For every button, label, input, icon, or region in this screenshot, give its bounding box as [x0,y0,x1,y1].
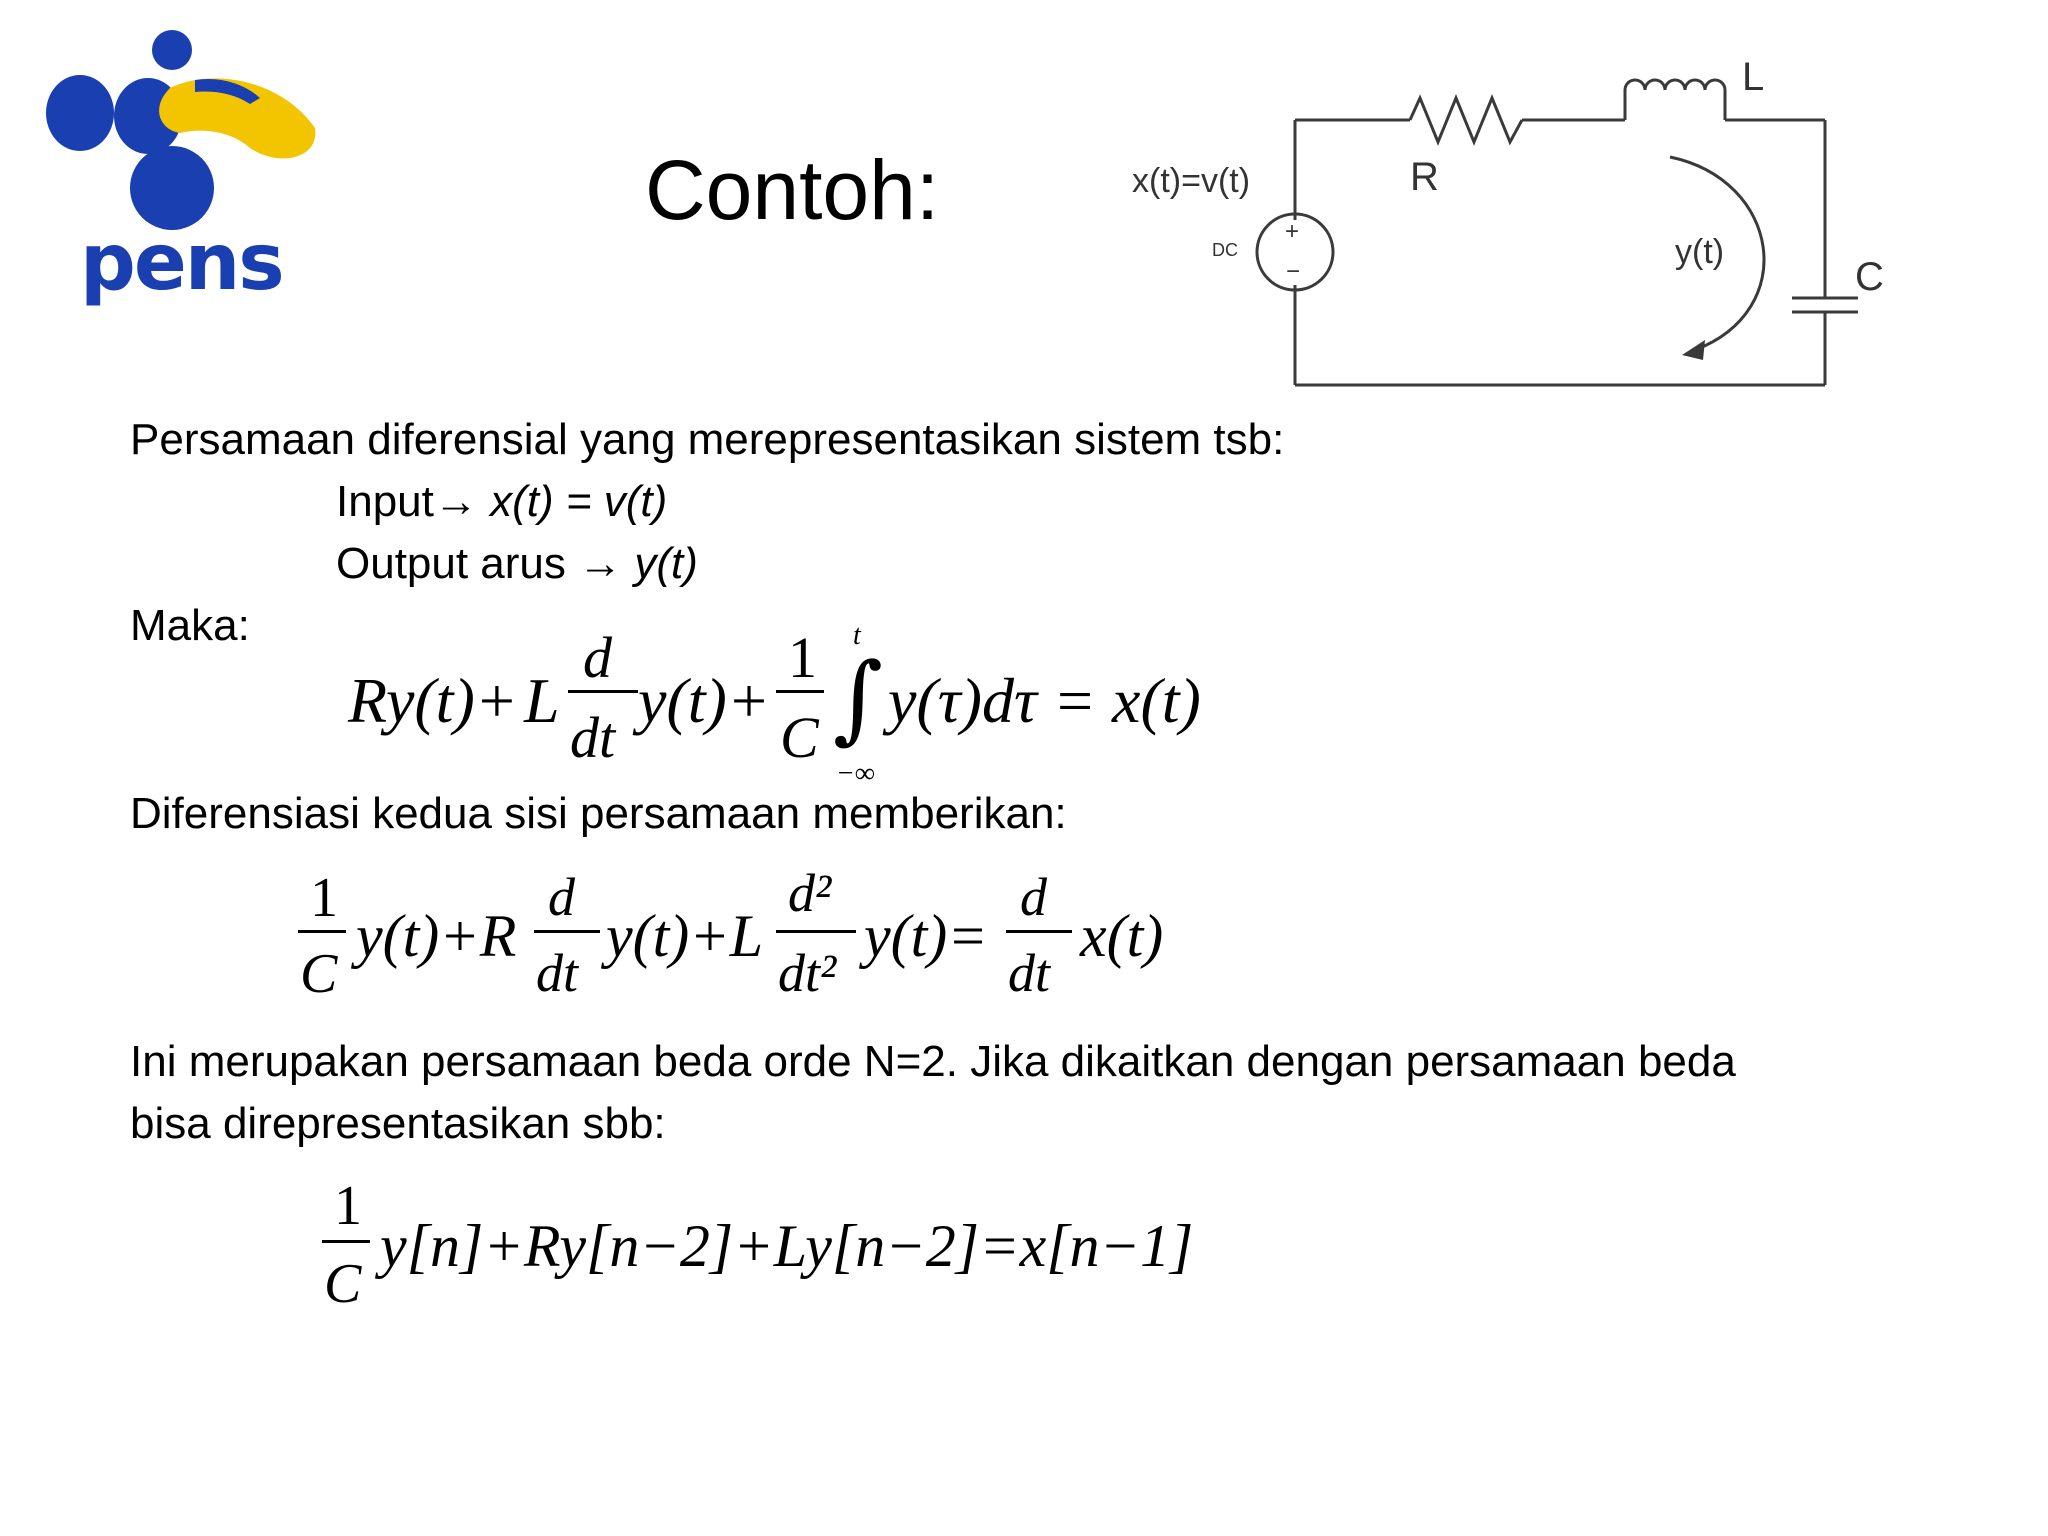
arrow-icon: → [433,477,478,526]
eq1-d-numerator: d [583,625,612,690]
source-minus-sign: − [1286,258,1301,285]
eq1-L: L [524,665,560,736]
output-line [336,539,698,588]
equation-1 [348,620,1208,790]
eq1-integral-upper: t [853,620,861,651]
orde-line-2: bisa direpresentasikan sbb: [130,1099,666,1148]
eq2-d1-numerator: d [548,867,575,927]
eq2-term2: y(t)+L [606,903,764,969]
eq2-term1: y(t)+R [356,903,517,969]
eq2-C: C [300,943,338,1005]
pens-logo [20,18,320,318]
input-line [336,477,668,526]
output-prefix: Output arus [336,539,566,588]
current-label: y(t) [1675,233,1725,271]
resistor-label: R [1410,155,1439,199]
eq3-one: 1 [334,1175,362,1237]
eq2-fraction-bar-1 [298,930,346,933]
input-equation: x(t) = v(t) [490,477,668,526]
eq1-fraction-bar-2 [776,690,824,693]
intro-line: Persamaan diferensial yang merepresentasikan sistem tsb: [130,415,1285,464]
eq2-d2-numerator: d² [788,863,832,923]
eq1-term1: Ry(t)+ [348,665,518,736]
eq2-d3-numerator: d [1020,867,1047,927]
eq1-term2: y(t)+ [638,665,770,736]
input-prefix: Input [336,477,434,526]
eq2-one: 1 [310,867,338,929]
eq2-fraction-bar-3 [776,930,856,933]
capacitor-label: C [1855,255,1884,299]
eq1-one: 1 [788,625,817,690]
rlc-circuit-diagram [1120,50,1920,400]
eq2-fraction-bar-2 [534,930,600,933]
current-arrow-head [1682,340,1705,360]
eq1-integral-lower: −∞ [836,758,875,789]
eq3-term1: y[n]+Ry[n−2]+Ly[n−2]=x[n−1] [380,1213,1194,1279]
output-equation: y(t) [634,539,698,588]
source-label: x(t)=v(t) [1132,162,1251,200]
eq1-integral-sign: ∫ [833,642,884,754]
eq3-fraction-bar [322,1240,370,1243]
eq2-d2-denominator: dt² [778,943,837,1003]
diferensiasi-line: Diferensiasi kedua sisi persamaan memberikan: [130,789,1067,838]
eq2-d3-denominator: dt [1008,943,1051,1003]
inductor-label: L [1742,55,1765,99]
equation-2 [298,860,1198,1010]
slide-title: Contoh: [645,143,940,237]
source-plus-sign: + [1285,218,1300,245]
source-type-label: DC [1212,240,1238,260]
eq2-fraction-bar-4 [1006,930,1072,933]
eq2-term4: x(t) [1080,903,1164,969]
eq1-term3: y(τ)dτ = x(t) [888,665,1201,736]
eq2-term3: y(t)= [864,903,988,969]
equation-3 [322,1168,1222,1318]
arrow-icon: → [578,539,623,588]
eq3-C: C [324,1253,362,1315]
circuit-svg [1120,50,1920,400]
eq1-C: C [780,705,819,770]
eq1-d-denominator: dt [570,705,616,770]
orde-line-1: Ini merupakan persamaan beda orde N=2. Jika dikaitkan dengan persamaan beda [130,1037,1736,1086]
eq2-d1-denominator: dt [536,943,579,1003]
maka-label: Maka: [130,601,250,650]
eq1-fraction-bar-1 [568,690,638,693]
pens-logo-text: pens [80,218,283,308]
